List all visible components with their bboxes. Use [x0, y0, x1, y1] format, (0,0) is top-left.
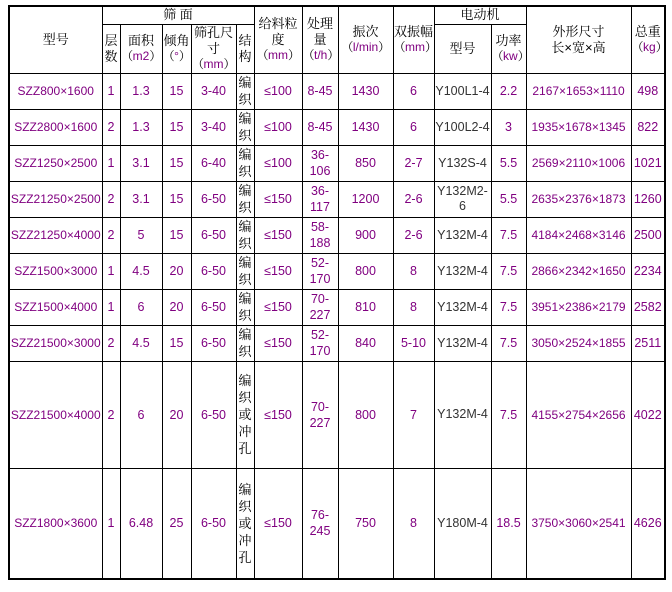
cell-area: 1.3 — [120, 73, 162, 109]
cell-aperture: 6-50 — [191, 217, 236, 253]
cell-dimensions: 2167×1653×1110 — [526, 73, 631, 109]
cell-model: SZZ21500×3000 — [9, 325, 102, 361]
unit-value: l/min — [352, 40, 379, 55]
header-amplitude-label: 双振幅 — [393, 24, 433, 40]
paren-close: ） — [223, 57, 236, 71]
cell-feed-size: ≤100 — [254, 109, 302, 145]
header-capacity-label: 处理量 — [306, 16, 333, 48]
cell-power: 5.5 — [491, 181, 526, 217]
paren-close: ） — [288, 48, 300, 63]
header-frequency — [338, 6, 393, 73]
cell-aperture: 3-40 — [191, 73, 236, 109]
cell-layers: 1 — [102, 253, 120, 289]
paren-open: （ — [256, 48, 268, 63]
cell-weight: 2234 — [631, 253, 665, 289]
paren-close: ） — [517, 49, 530, 63]
cell-motor-model: Y132M-4 — [434, 289, 491, 325]
cell-aperture: 6-50 — [191, 361, 236, 468]
header-aperture — [191, 24, 236, 73]
cell-structure: 编织或冲孔 — [236, 361, 254, 468]
cell-layers: 2 — [102, 325, 120, 361]
cell-motor-model: Y100L2-4 — [434, 109, 491, 145]
cell-dimensions: 3951×2386×2179 — [526, 289, 631, 325]
cell-weight: 4626 — [631, 468, 665, 579]
cell-incline: 25 — [162, 468, 191, 579]
cell-weight: 498 — [631, 73, 665, 109]
cell-motor-model: Y132M2-6 — [434, 181, 491, 217]
cell-weight: 2582 — [631, 289, 665, 325]
header-weight-label: 总重 — [634, 24, 661, 40]
cell-amplitude: 2-6 — [393, 181, 434, 217]
cell-power: 2.2 — [491, 73, 526, 109]
cell-weight: 2500 — [631, 217, 665, 253]
table-row — [9, 361, 665, 468]
cell-weight: 1260 — [631, 181, 665, 217]
cell-area: 1.3 — [120, 109, 162, 145]
unit-value: ° — [174, 49, 179, 63]
cell-feed-size: ≤150 — [254, 217, 302, 253]
cell-power: 7.5 — [491, 361, 526, 468]
cell-aperture: 6-50 — [191, 181, 236, 217]
cell-aperture: 6-40 — [191, 145, 236, 181]
cell-aperture: 6-50 — [191, 325, 236, 361]
cell-model: SZZ1250×2500 — [9, 145, 102, 181]
cell-feed-size: ≤150 — [254, 253, 302, 289]
cell-structure: 编织 — [236, 217, 254, 253]
cell-amplitude: 8 — [393, 253, 434, 289]
cell-power: 7.5 — [491, 289, 526, 325]
cell-model: SZZ2800×1600 — [9, 109, 102, 145]
cell-dimensions: 4155×2754×2656 — [526, 361, 631, 468]
header-amplitude-unit — [393, 40, 437, 55]
cell-frequency: 850 — [338, 145, 393, 181]
header-frequency-label: 振次 — [352, 24, 379, 40]
cell-feed-size: ≤150 — [254, 181, 302, 217]
paren-open: （ — [631, 40, 644, 55]
cell-model: SZZ1500×3000 — [9, 253, 102, 289]
table-row — [9, 468, 665, 579]
header-area-unit — [121, 49, 162, 64]
cell-aperture: 3-40 — [191, 109, 236, 145]
cell-incline: 20 — [162, 361, 191, 468]
cell-model: SZZ1500×4000 — [9, 289, 102, 325]
cell-frequency: 900 — [338, 217, 393, 253]
cell-incline: 15 — [162, 73, 191, 109]
cell-motor-model: Y132M-4 — [434, 325, 491, 361]
vibrating-screen-spec-table — [8, 5, 666, 580]
cell-weight: 4022 — [631, 361, 665, 468]
header-motor-model: 型号 — [434, 24, 491, 73]
paren-close: ） — [327, 48, 339, 63]
cell-power: 5.5 — [491, 145, 526, 181]
paren-open: （ — [491, 49, 504, 63]
cell-capacity: 8-45 — [302, 109, 338, 145]
paren-open: （ — [162, 49, 175, 63]
cell-incline: 15 — [162, 145, 191, 181]
cell-feed-size: ≤150 — [254, 325, 302, 361]
cell-capacity: 70-227 — [302, 289, 338, 325]
header-weight — [631, 6, 668, 73]
cell-dimensions: 4184×2468×3146 — [526, 217, 631, 253]
unit-value: mm — [203, 57, 224, 71]
cell-structure: 编织或冲孔 — [236, 468, 254, 579]
cell-area: 4.5 — [120, 325, 162, 361]
cell-frequency: 1200 — [338, 181, 393, 217]
cell-incline: 15 — [162, 181, 191, 217]
paren-open: （ — [121, 49, 133, 63]
cell-power: 3 — [491, 109, 526, 145]
cell-structure: 编织 — [236, 325, 254, 361]
cell-layers: 1 — [102, 73, 120, 109]
paren-close: ） — [655, 40, 668, 55]
cell-frequency: 840 — [338, 325, 393, 361]
table-body — [9, 73, 665, 579]
paren-open: （ — [191, 57, 204, 71]
paren-open: （ — [302, 48, 315, 63]
table-row — [9, 253, 665, 289]
cell-incline: 20 — [162, 289, 191, 325]
cell-layers: 1 — [102, 468, 120, 579]
cell-dimensions: 1935×1678×1345 — [526, 109, 631, 145]
cell-area: 4.5 — [120, 253, 162, 289]
cell-power: 7.5 — [491, 253, 526, 289]
cell-aperture: 6-50 — [191, 253, 236, 289]
cell-feed-size: ≤150 — [254, 468, 302, 579]
cell-feed-size: ≤100 — [254, 73, 302, 109]
header-feed-size-label: 给料粒度 — [258, 16, 298, 48]
cell-amplitude: 6 — [393, 109, 434, 145]
cell-structure: 编织 — [236, 73, 254, 109]
header-incline — [162, 24, 191, 73]
cell-capacity: 70-227 — [302, 361, 338, 468]
header-aperture-label: 筛孔尺寸 — [193, 25, 233, 56]
table-row — [9, 73, 665, 109]
header-dimensions-line2: 长×宽×高 — [551, 39, 606, 55]
paren-close: ） — [178, 49, 191, 63]
cell-layers: 2 — [102, 109, 120, 145]
cell-capacity: 36-117 — [302, 181, 338, 217]
unit-value: m2 — [132, 49, 150, 63]
header-incline-label: 倾角 — [163, 33, 190, 48]
cell-feed-size: ≤150 — [254, 361, 302, 468]
cell-frequency: 800 — [338, 253, 393, 289]
unit-value: mm — [268, 48, 288, 63]
table-row — [9, 109, 665, 145]
cell-frequency: 800 — [338, 361, 393, 468]
cell-incline: 15 — [162, 325, 191, 361]
cell-power: 7.5 — [491, 217, 526, 253]
cell-area: 3.1 — [120, 181, 162, 217]
cell-structure: 编织 — [236, 289, 254, 325]
unit-value: kg — [643, 40, 656, 55]
header-weight-unit — [631, 40, 668, 55]
cell-incline: 15 — [162, 109, 191, 145]
unit-value: kw — [503, 49, 518, 63]
cell-amplitude: 5-10 — [393, 325, 434, 361]
cell-model: SZZ21500×4000 — [9, 361, 102, 468]
header-power-unit — [491, 49, 530, 64]
paren-open: （ — [393, 40, 406, 55]
cell-motor-model: Y132M-4 — [434, 253, 491, 289]
cell-structure: 编织 — [236, 145, 254, 181]
header-frequency-unit — [339, 40, 393, 55]
cell-model: SZZ21250×2500 — [9, 181, 102, 217]
cell-layers: 2 — [102, 361, 120, 468]
cell-weight: 2511 — [631, 325, 665, 361]
cell-capacity: 36-106 — [302, 145, 338, 181]
cell-frequency: 810 — [338, 289, 393, 325]
paren-close: ） — [425, 40, 437, 55]
cell-model: SZZ21250×4000 — [9, 217, 102, 253]
cell-layers: 2 — [102, 181, 120, 217]
table-row — [9, 145, 665, 181]
header-screen-surface-group: 筛 面 — [102, 6, 254, 24]
unit-value: mm — [405, 40, 426, 55]
cell-amplitude: 7 — [393, 361, 434, 468]
header-dimensions-line1: 外形尺寸 — [552, 23, 605, 39]
cell-power: 7.5 — [491, 325, 526, 361]
table-row — [9, 289, 665, 325]
cell-amplitude: 8 — [393, 289, 434, 325]
cell-area: 3.1 — [120, 145, 162, 181]
cell-dimensions: 3750×3060×2541 — [526, 468, 631, 579]
header-row-groups — [9, 6, 665, 24]
cell-capacity: 8-45 — [302, 73, 338, 109]
header-aperture-unit — [192, 57, 236, 72]
header-feed-size — [254, 6, 302, 73]
header-capacity-unit — [303, 48, 338, 63]
cell-capacity: 52-170 — [302, 325, 338, 361]
header-power-label: 功率 — [495, 33, 522, 48]
header-feed-size-unit — [255, 48, 302, 63]
header-amplitude — [393, 6, 437, 73]
cell-weight: 1021 — [631, 145, 665, 181]
cell-incline: 15 — [162, 217, 191, 253]
cell-capacity: 76-245 — [302, 468, 338, 579]
header-dimensions — [526, 6, 631, 73]
cell-capacity: 52-170 — [302, 253, 338, 289]
cell-amplitude: 8 — [393, 468, 434, 579]
paren-open: （ — [341, 40, 353, 55]
cell-power: 18.5 — [491, 468, 526, 579]
table-header — [9, 6, 668, 73]
cell-aperture: 6-50 — [191, 468, 236, 579]
cell-area: 6 — [120, 361, 162, 468]
cell-dimensions: 3050×2524×1855 — [526, 325, 631, 361]
cell-feed-size: ≤100 — [254, 145, 302, 181]
cell-area: 6.48 — [120, 468, 162, 579]
header-model: 型号 — [9, 6, 102, 73]
header-capacity — [302, 6, 338, 73]
paren-close: ） — [149, 49, 161, 63]
cell-amplitude: 6 — [393, 73, 434, 109]
cell-aperture: 6-50 — [191, 289, 236, 325]
cell-model: SZZ800×1600 — [9, 73, 102, 109]
cell-structure: 编织 — [236, 109, 254, 145]
unit-value: t/h — [314, 48, 328, 63]
table-row — [9, 217, 665, 253]
cell-structure: 编织 — [236, 181, 254, 217]
cell-layers: 1 — [102, 145, 120, 181]
cell-motor-model: Y132M-4 — [434, 217, 491, 253]
cell-amplitude: 2-7 — [393, 145, 434, 181]
cell-feed-size: ≤150 — [254, 289, 302, 325]
cell-capacity: 58-188 — [302, 217, 338, 253]
cell-structure: 编织 — [236, 253, 254, 289]
cell-dimensions: 2569×2110×1006 — [526, 145, 631, 181]
cell-weight: 822 — [631, 109, 665, 145]
cell-motor-model: Y132M-4 — [434, 361, 491, 468]
cell-dimensions: 2635×2376×1873 — [526, 181, 631, 217]
cell-frequency: 750 — [338, 468, 393, 579]
paren-close: ） — [378, 40, 390, 55]
table-row — [9, 181, 665, 217]
cell-motor-model: Y180M-4 — [434, 468, 491, 579]
cell-model: SZZ1800×3600 — [9, 468, 102, 579]
cell-motor-model: Y100L1-4 — [434, 73, 491, 109]
header-layers: 层数 — [102, 24, 120, 73]
cell-incline: 20 — [162, 253, 191, 289]
cell-layers: 1 — [102, 289, 120, 325]
header-structure: 结构 — [236, 24, 254, 73]
cell-motor-model: Y132S-4 — [434, 145, 491, 181]
cell-frequency: 1430 — [338, 109, 393, 145]
header-incline-unit — [163, 49, 191, 64]
table-row — [9, 325, 665, 361]
cell-area: 6 — [120, 289, 162, 325]
cell-amplitude: 2-6 — [393, 217, 434, 253]
cell-layers: 2 — [102, 217, 120, 253]
header-motor-group: 电动机 — [434, 6, 526, 24]
header-area-label: 面积 — [127, 33, 154, 48]
header-power — [491, 24, 530, 73]
cell-dimensions: 2866×2342×1650 — [526, 253, 631, 289]
header-area — [120, 24, 162, 73]
cell-area: 5 — [120, 217, 162, 253]
cell-frequency: 1430 — [338, 73, 393, 109]
